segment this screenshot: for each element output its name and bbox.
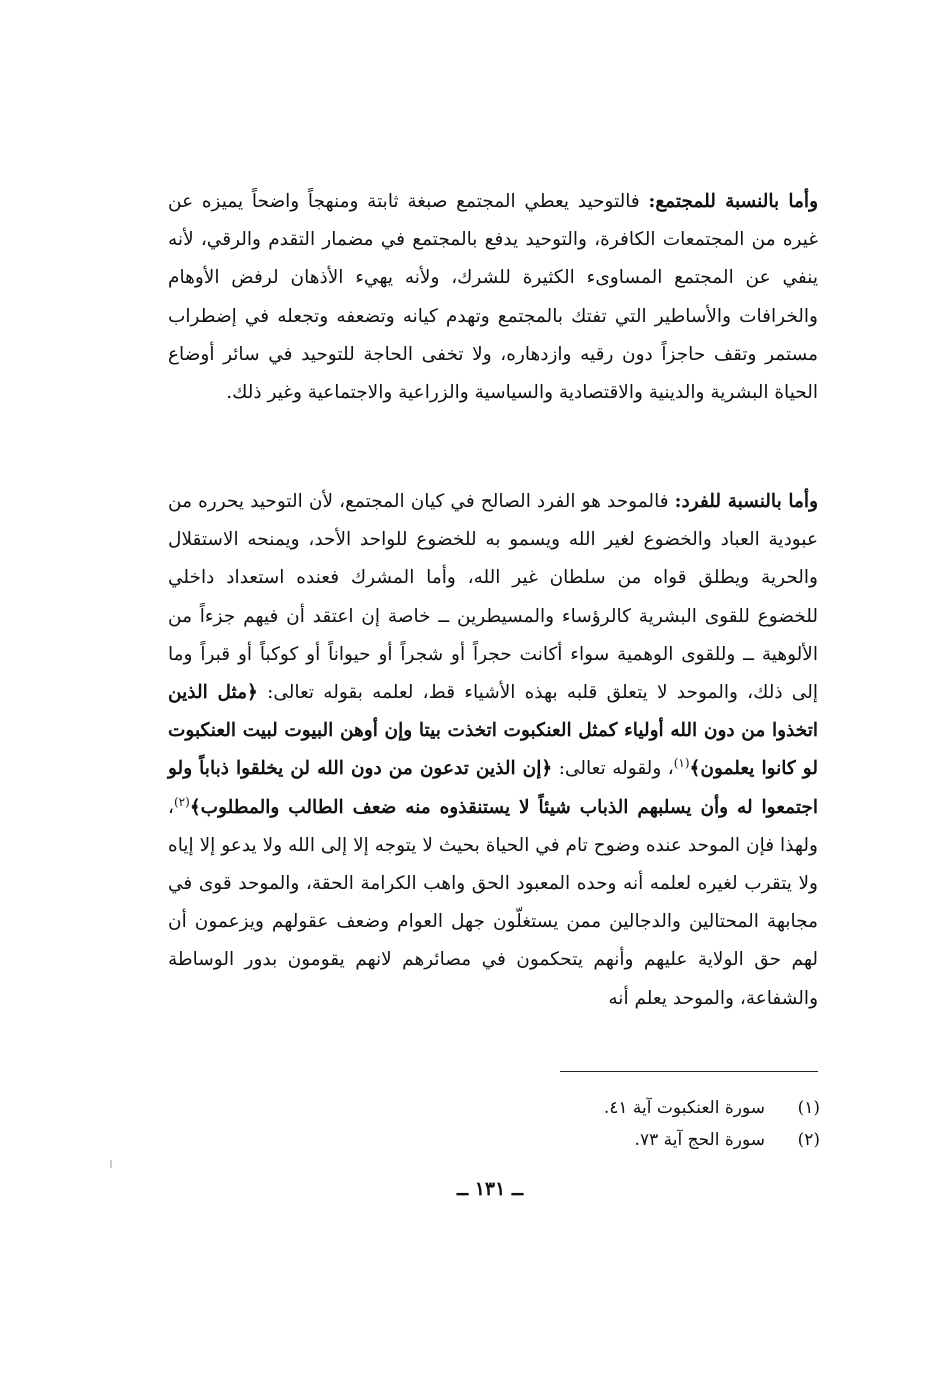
paragraph-body: فالتوحيد يعطي المجتمع صبغة ثابتة ومنهجاً واضحاً يميزه عن غيره من المجتمعات الكافرة، والتوحيد يدفع بالمجتمع في مضمار التقدم والرقي، لأنه ينفي عن المجتمع المساوىء الكثيرة للشرك، ولأنه يهيء الأذهان لرفض الأوهام والخرافات والأساطير التي تفتك بالمجتمع وتهدم كيانه وتضعفه وتجعله في إضطراب مستمر وتقف حاجزاً دون رقيه وازدهاره، ولا تخفى الحاجة للتوحيد في سائر أوضاع الحياة البشرية والدينية والاقتصادية والسياسية والزراعية والاجتماعية وغير ذلك. xyxy=(168,191,818,404)
quran-quote: ﴿إن الذين تدعون من دون الله لن يخلقوا ذباباً ولو اجتمعوا له وأن يسلبهم الذباب شيئاً لا يستنقذوه منه ضعف الطالب والمطلوب﴾ xyxy=(168,758,818,818)
paragraph-body: ، ولهذا فإن الموحد عنده وضوح تام في الحياة بحيث لا يتوجه إلا إلى الله ولا يدعو إلا إياه ولا يتقرب لغيره لعلمه أنه وحده المعبود الحق واهب الكرامة الحقة، والموحد قوى في مجابهة المحتالين والدجالين ممن يستغلّون جهل العوام وضعف عقولهم ويزعمون أن لهم حق الولاية عليهم وأنهم يتحكمون في مصائرهم لانهم يقومون بدور الوساطة والشفاعة، والموحد يعلم أنه xyxy=(168,796,818,1009)
footnote-reference[interactable]: (١) xyxy=(673,756,690,771)
paragraph-individual xyxy=(168,483,818,1018)
paragraph-lead: وأما بالنسبة للفرد: xyxy=(674,491,819,512)
footnote-number: (١) xyxy=(797,1098,820,1118)
paragraph-society xyxy=(168,183,818,412)
footnotes xyxy=(500,1092,820,1156)
footnote-number: (٢) xyxy=(797,1130,820,1150)
paragraph-body: ، ولقوله تعالى: xyxy=(552,758,674,780)
footnote-reference[interactable]: (٢) xyxy=(173,794,190,809)
footnote-item xyxy=(500,1092,820,1124)
paragraph-body: فالموحد هو الفرد الصالح في كيان المجتمع، لأن التوحيد يحرره من عبودية العباد والخضوع لغير الله ويسمو به للخضوع للواحد الأحد، ويمنحه الاستقلال والحرية ويطلق قواه من سلطان غير الله، وأما المشرك فعنده استعداد داخلي للخضوع للقوى البشرية كالرؤساء والمسيطرين ــ خاصة إن اعتقد أن فيهم جزءاً من الألوهية ــ وللقوى الوهمية سواء أكانت حجراً أو شجراً أو حيواناً أو كوكباً أو قبراً وما إلى ذلك، والموحد لا يتعلق قلبه بهذه الأشياء قط، لعلمه بقوله تعالى: xyxy=(168,491,818,704)
quran-quote: ﴿مثل الذين اتخذوا من دون الله أولياء كمثل العنكبوت اتخذت بيتا وإن أوهن البيوت لبيت العنكبوت لو كانوا يعلمون﴾ xyxy=(168,682,818,780)
page-number: ــ ١٣١ ــ xyxy=(456,1178,524,1200)
footnote-text: سورة العنكبوت آية ٤١. xyxy=(603,1098,765,1118)
scan-speck xyxy=(110,1160,112,1168)
footnote-text: سورة الحج آية ٧٣. xyxy=(634,1130,765,1150)
footnote-item xyxy=(500,1124,820,1156)
footnote-separator xyxy=(560,1071,818,1072)
paragraph-lead: وأما بالنسبة للمجتمع: xyxy=(648,191,819,212)
